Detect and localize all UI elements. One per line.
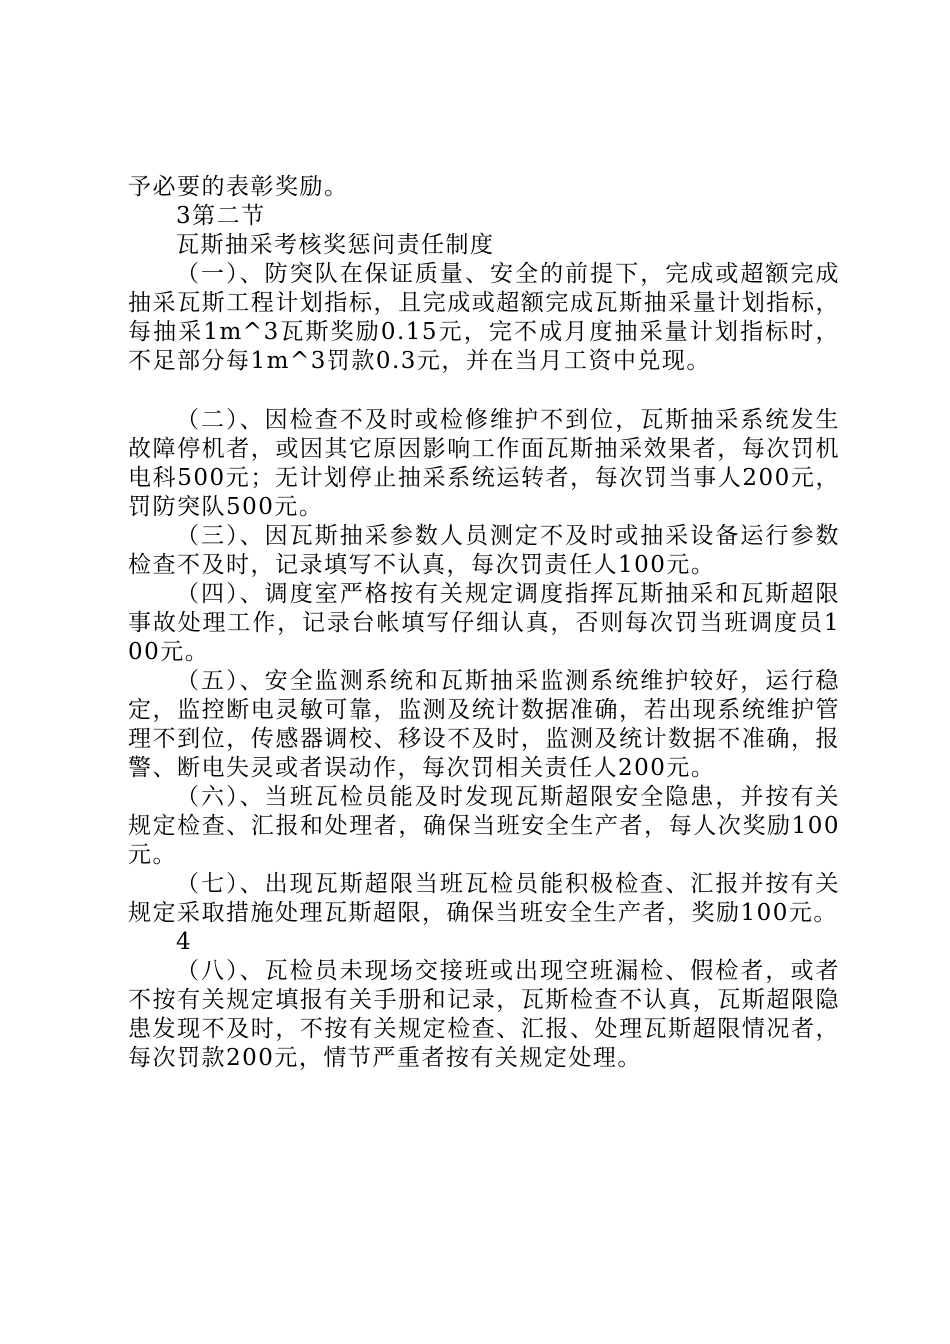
paragraph-item-2: （二）、因检查不及时或检修维护不到位，瓦斯抽采系统发生故障停机者，或因其它原因影响工作面瓦斯抽采效果者，每次罚机电科500元；无计划停止抽采系统运转者，每次罚当事人200元，罚防突队500元。	[128, 407, 840, 520]
section-heading-number: 3第二节	[176, 203, 266, 229]
paragraph-item-6: （六）、当班瓦检员能及时发现瓦斯超限安全隐患，并按有关规定检查、汇报和处理者，确保当班安全生产者，每人次奖励100元。	[128, 784, 840, 868]
page-number-marker: 4	[176, 929, 193, 955]
document-body	[128, 173, 840, 1073]
paragraph-item-8: （八）、瓦检员未现场交接班或出现空班漏检、假检者，或者不按有关规定填报有关手册和记录，瓦斯检查不认真，瓦斯超限隐患发现不及时，不按有关规定检查、汇报、处理瓦斯超限情况者，每次罚款200元，情节严重者按有关规定处理。	[128, 958, 840, 1071]
paragraph-item-4: （四）、调度室严格按有关规定调度指挥瓦斯抽采和瓦斯超限事故处理工作，记录台帐填写仔细认真，否则每次罚当班调度员100元。	[128, 581, 840, 665]
paragraph-item-7: （七）、出现瓦斯超限当班瓦检员能积极检查、汇报并按有关规定采取措施处理瓦斯超限，确保当班安全生产者，奖励100元。	[128, 871, 840, 926]
section-title: 瓦斯抽采考核奖惩问责任制度	[176, 232, 495, 258]
paragraph-gap	[128, 376, 840, 406]
paragraph-item-1: （一）、防突队在保证质量、安全的前提下，完成或超额完成抽采瓦斯工程计划指标，且完成或超额完成瓦斯抽采量计划指标，每抽采1m^3瓦斯奖励0.15元，完不成月度抽采量计划指标时，不足部分每1m^3罚款0.3元，并在当月工资中兑现。	[128, 261, 840, 374]
paragraph-item-5: （五）、安全监测系统和瓦斯抽采监测系统维护较好，运行稳定，监控断电灵敏可靠，监测及统计数据准确，若出现系统维护管理不到位，传感器调校、移设不及时，监测及统计数据不准确，报警、断电失灵或者误动作，每次罚相关责任人200元。	[128, 668, 840, 781]
paragraph-closing-line: 予必要的表彰奖励。	[128, 174, 349, 200]
paragraph-item-3: （三）、因瓦斯抽采参数人员测定不及时或抽采设备运行参数检查不及时，记录填写不认真，每次罚责任人100元。	[128, 523, 840, 578]
